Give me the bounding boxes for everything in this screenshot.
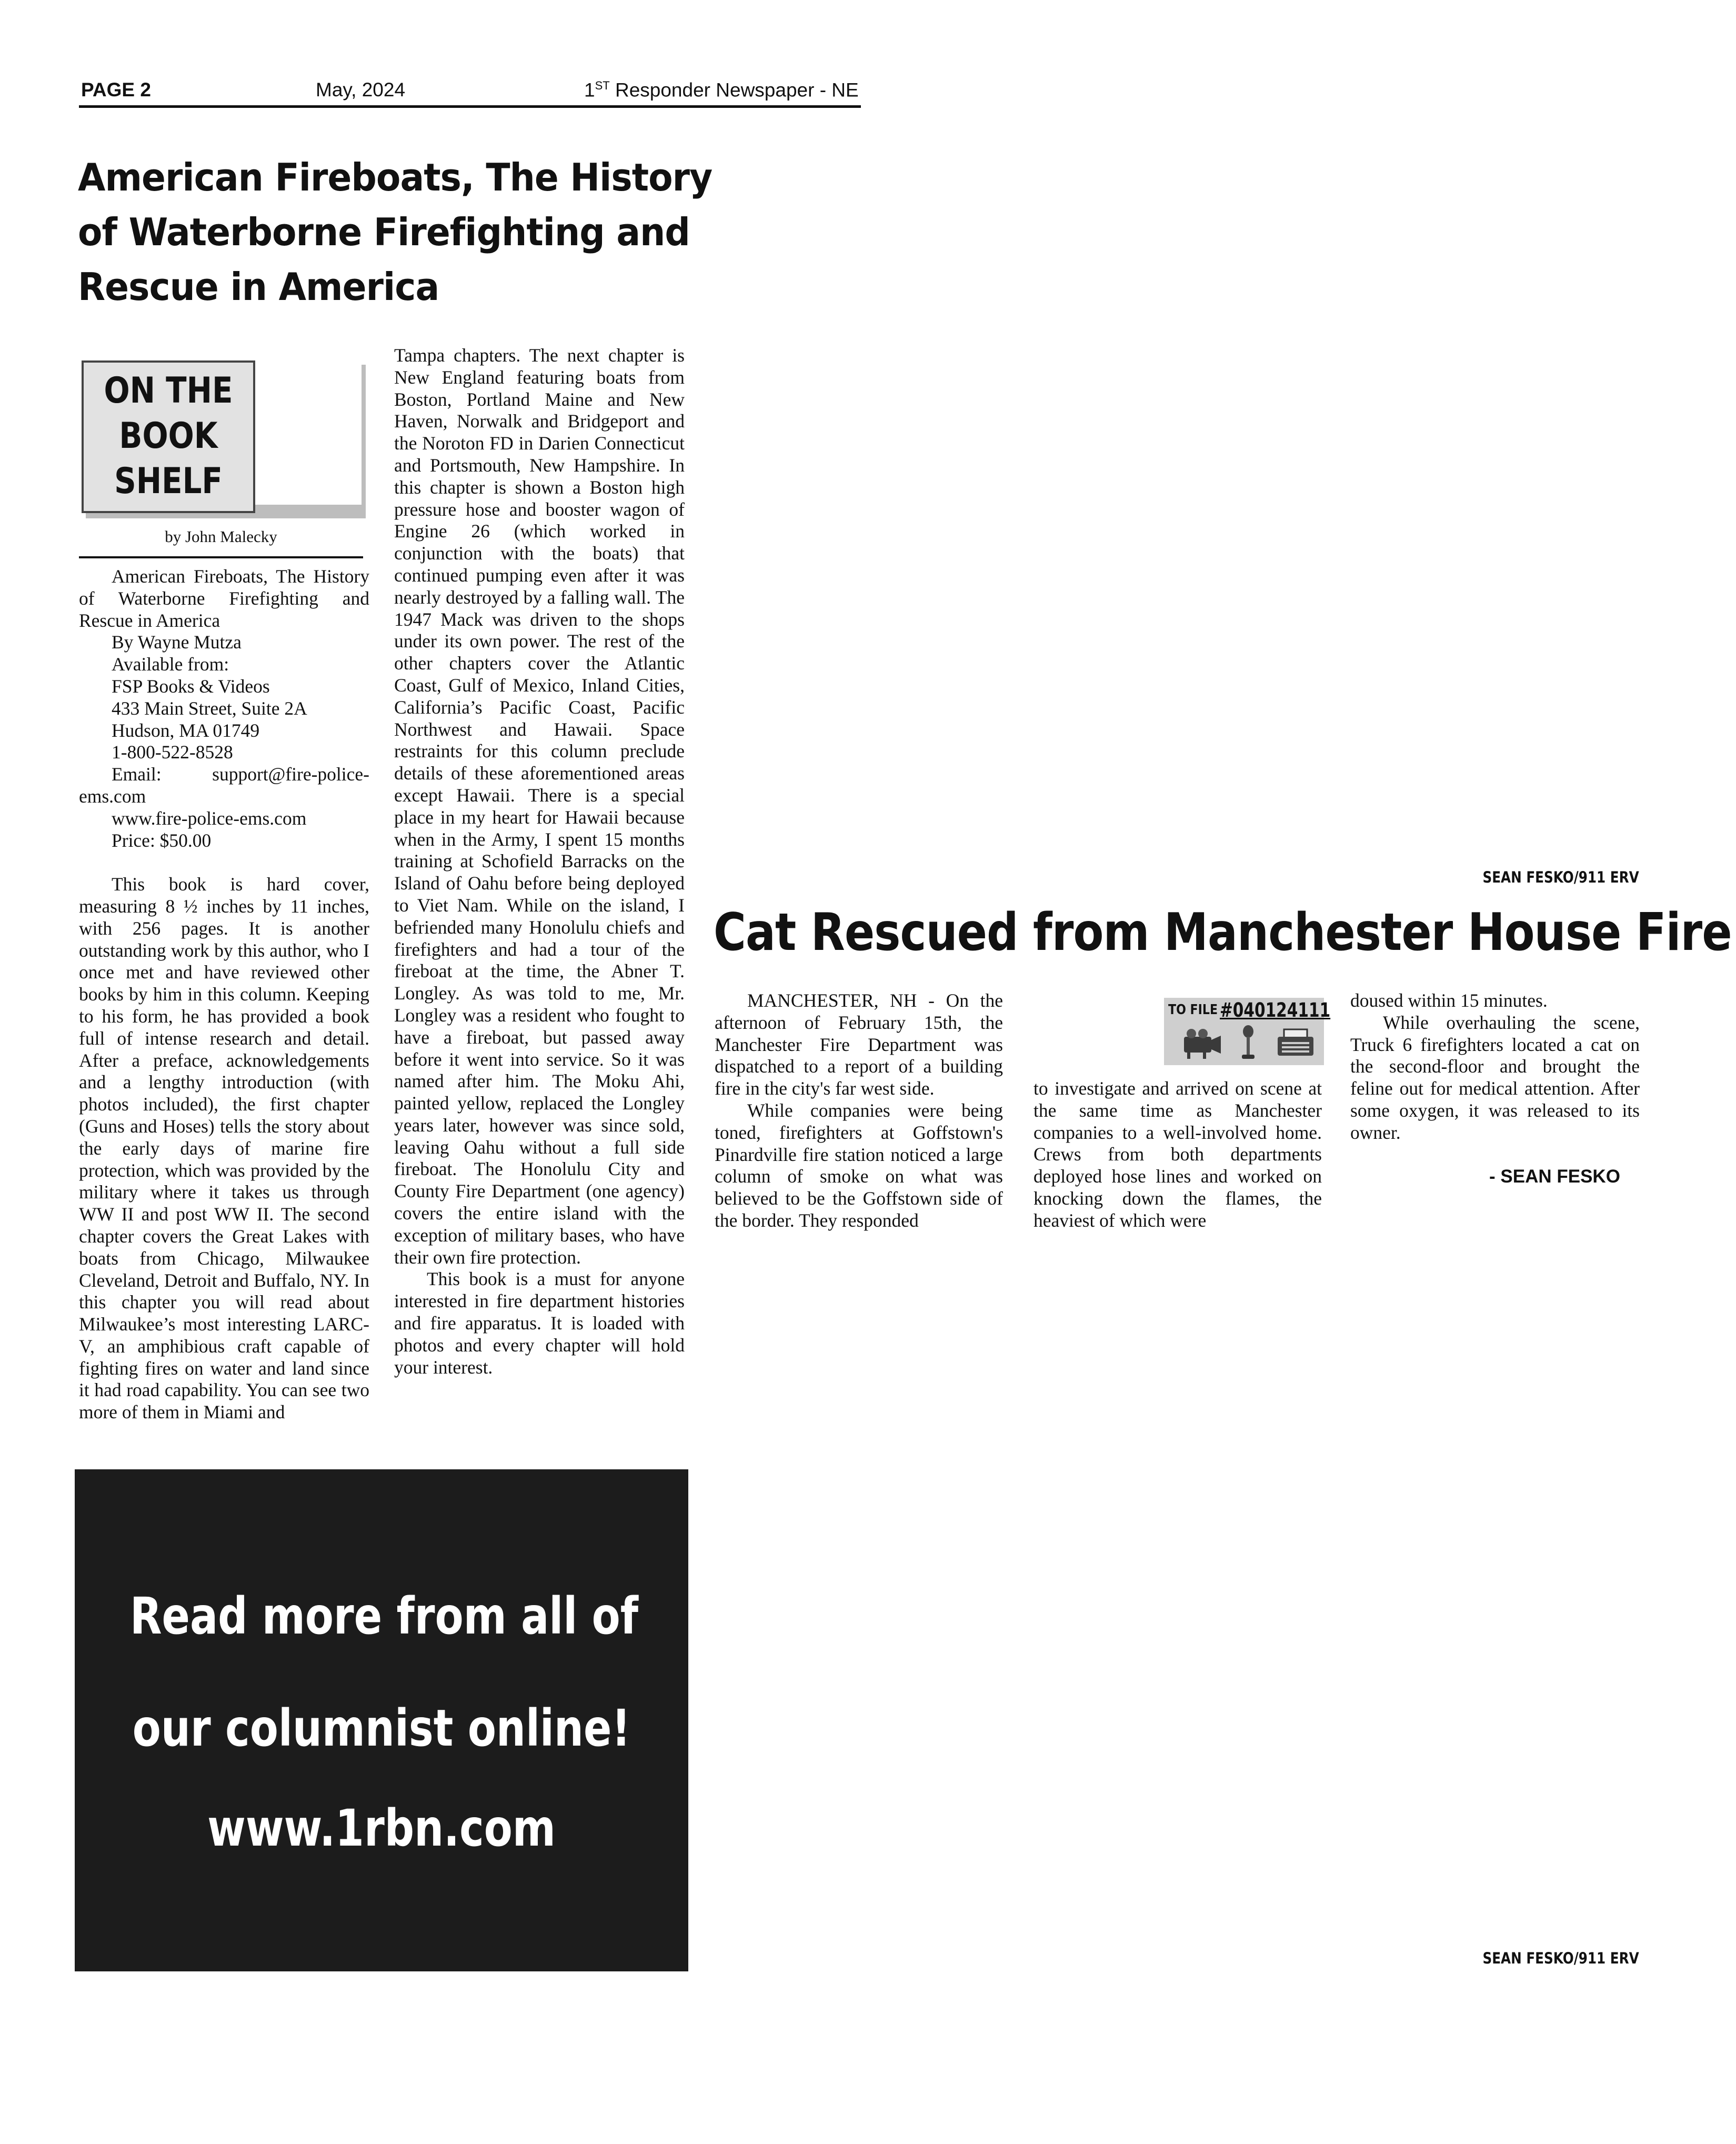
book-column-2 xyxy=(394,345,685,1378)
header-rule xyxy=(79,105,861,108)
photo-credit: SEAN FESKO/911 ERV xyxy=(1482,1949,1639,1967)
headline-line: Rescue in America xyxy=(78,265,439,309)
book-detail: By Wayne Mutza xyxy=(112,632,242,653)
newspaper-name-prefix: 1 xyxy=(584,79,595,101)
column-logo-text xyxy=(95,368,243,504)
book-detail: FSP Books & Videos xyxy=(112,675,270,697)
article-signoff: - SEAN FESKO xyxy=(1489,1166,1620,1187)
book-detail: Available from: xyxy=(112,654,229,675)
headline-line: of Waterborne Firefighting and xyxy=(78,210,690,254)
column-logo-line: ON THE xyxy=(104,370,233,412)
cat-body-paragraph: doused within 15 minutes. xyxy=(1350,990,1548,1011)
cat-body-paragraph: MANCHESTER, NH - On the afternoon of February 15th, the Manchester Fire Department was dispatched to a report of a building fire in the city's far west side. xyxy=(715,990,1003,1099)
photo-credit: SEAN FESKO/911 ERV xyxy=(1482,868,1639,886)
newspaper-name-sup: ST xyxy=(595,79,610,92)
book-column-1 xyxy=(79,566,369,1424)
book-detail: 433 Main Street, Suite 2A xyxy=(112,697,307,719)
book-body-paragraph: Tampa chapters. The next chapter is New England featuring boats from Boston, Portland Maine and New Haven, Norwalk and Bridgeport and the Noroton FD in Darien Connecticut and Portsmouth, New Hampshire. In this chapter is shown a Boston high pressure hose and booster wagon of Engine 26 (which worked in conjunction with the boats) that continued pumping even after it was nearly destroyed by a falling wall. The 1947 Mack was driven to the shops under its own power. The rest of the other chapters cover the Atlantic Coast, Gulf of Mexico, Inland Cities, California’s Pacific Coast, Pacific Northwest and Hawaii. Space restraints for this column preclude details of these aforementioned areas except Hawaii. There is a special place in my heart for Hawaii because when in the Army, I spent 15 months training at Schofield Barracks on the Island of Oahu before being deployed to Viet Nam. While on the island, I befriended many Honolulu chiefs and firefighters and had a tour of the fireboat at the time, the Abner T. Longley. As was told to me, Mr. Longley was a resident who fought to have a fireboat, but passed away before it went into service. So it was named after him. The Moku Ahi, painted yellow, replaced the Longley years later, however was since sold, leaving Oahu without a full side fireboat. The Honolulu City and County Fire Department (one agency) covers the entire island with the exception of military bases, who have their own fire protection. xyxy=(394,345,685,1268)
to-file-number: #040124111 xyxy=(1220,999,1331,1021)
book-byline: by John Malecky xyxy=(165,527,277,546)
cat-column-2 xyxy=(1033,1078,1322,1232)
cat-body-paragraph: While overhauling the scene, Truck 6 firefighters located a cat on the second-floor and brought the feline out for medical attention. After some oxygen, it was released to its owner. xyxy=(1350,1011,1640,1143)
cat-body-paragraph: While companies were being toned, firefighters at Goffstown's Pinardville fire station noticed a large column of smoke on what was believed to be the Goffstown side of the border. They responded xyxy=(715,1099,1003,1231)
promo-line: Read more from all of xyxy=(129,1587,638,1646)
cat-column-1 xyxy=(715,990,1003,1232)
book-body-paragraph: This book is hard cover, measuring 8 ½ inches by 11 inches, with 256 pages. It is another outstanding work by this author, who I once met and have reviewed other books by him in this column. Keeping to his form, he has provided a book full of intense research and detail. After a preface, acknowledgements and a lengthy introduction (with photos included), the first chapter (Guns and Hoses) tells the story about the early days of marine fire protection, which was provided by the military where it takes us through WW II and post WW II. The second chapter covers the Great Lakes with boats from Chicago, Milwaukee Cleveland, Detroit and Buffalo, NY. In this chapter you will read about Milwaukee’s most interesting LARC-V, an amphibious craft capable of fighting fires on water and land since it had road capability. You can see two more of them in Miami and xyxy=(79,874,369,1423)
book-price: Price: $50.00 xyxy=(112,829,212,851)
book-email: Email: support@fire-police-ems.com xyxy=(79,764,369,807)
cat-column-3 xyxy=(1350,990,1640,1144)
typewriter-icon xyxy=(1275,1028,1317,1060)
column-logo-panel xyxy=(255,363,362,505)
video-camera-icon xyxy=(1180,1027,1223,1060)
book-intro: American Fireboats, The History of Waterborne Firefighting and Rescue in America xyxy=(79,566,369,631)
book-detail: 1-800-522-8528 xyxy=(112,742,233,763)
cat-body-paragraph: to investigate and arrived on scene at the same time as Manchester companies to a well-involved home. Crews from both departments deployed hose lines and worked on knocking down the flames, the heaviest of which were xyxy=(1033,1078,1322,1231)
book-article-headline xyxy=(78,150,713,314)
byline-rule xyxy=(79,556,363,558)
column-logo-line: SHELF xyxy=(114,460,223,502)
page-number: PAGE 2 xyxy=(81,79,151,101)
promo-line: our columnist online! xyxy=(132,1699,631,1758)
to-file-label: TO FILE xyxy=(1168,1002,1218,1018)
issue-date: May, 2024 xyxy=(316,79,406,101)
promo-website[interactable]: www.1rbn.com xyxy=(207,1799,556,1858)
microphone-icon xyxy=(1238,1025,1259,1062)
headline-line: American Fireboats, The History xyxy=(78,155,713,199)
newspaper-name-rest: Responder Newspaper - NE xyxy=(609,79,859,101)
book-website: www.fire-police-ems.com xyxy=(112,807,307,829)
column-logo-line: BOOK xyxy=(119,415,218,457)
cat-article-headline: Cat Rescued from Manchester House Fire xyxy=(714,903,1732,963)
newspaper-name xyxy=(584,79,859,101)
book-detail: Hudson, MA 01749 xyxy=(112,719,260,741)
book-closing-paragraph: This book is a must for anyone interested in fire department histories and fire apparatus. It is loaded with photos and every chapter will hold your interest. xyxy=(394,1268,685,1378)
